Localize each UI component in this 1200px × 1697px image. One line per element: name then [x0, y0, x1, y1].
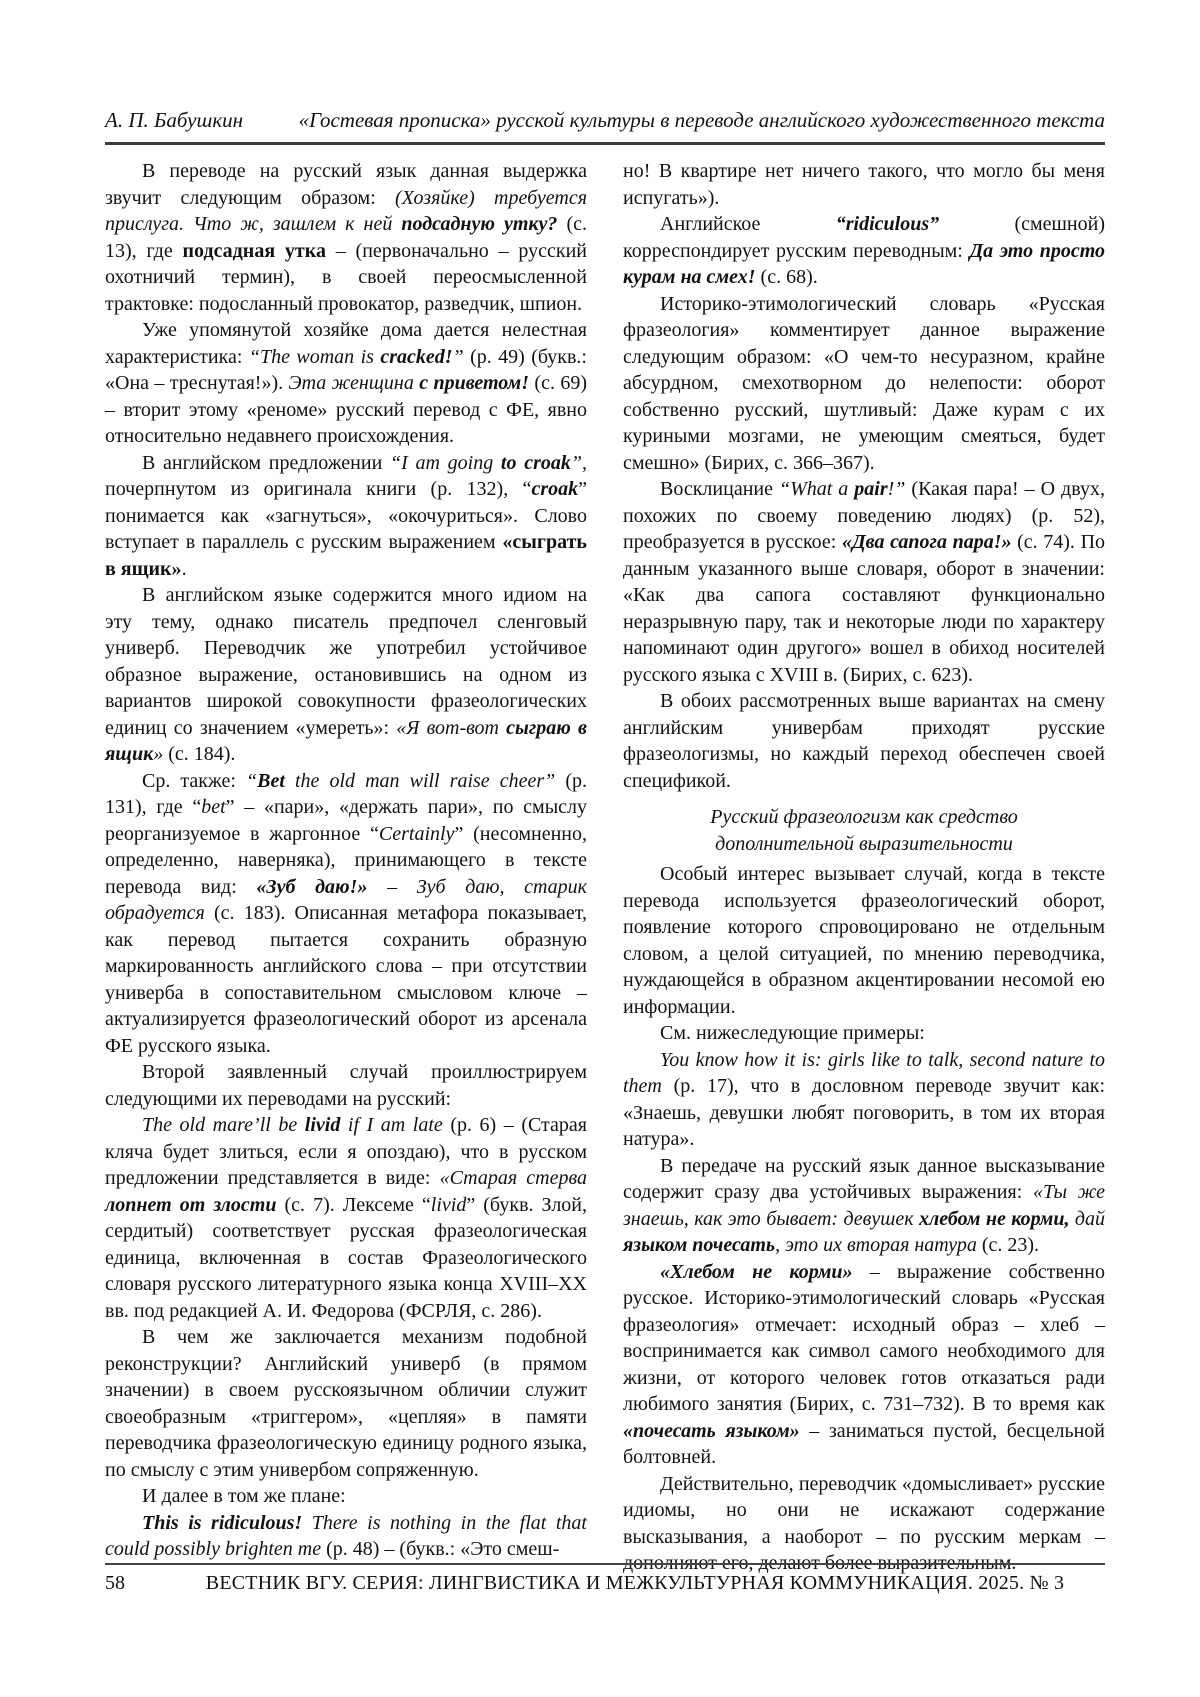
text-segment: – (первоначально – русский охотничий термин), в своей переосмысленной трактовке: подосланный провокатор, разведчик, шпион.	[105, 239, 587, 315]
paragraph	[623, 476, 1105, 688]
text-segment: В английском предложении	[142, 451, 390, 474]
paragraph	[623, 1153, 1105, 1259]
text-segment: ” понимается как «загнуться», «окочуриться». Слово вступает в параллель с русским выражением	[105, 478, 587, 554]
text-segment: Зуб даю, старик обрадуется	[105, 875, 588, 925]
text-segment: В обоих рассмотренных выше вариантах на смену английским универбам приходят русские фразеологизмы, но каждый переход обеспечен своей спецификой.	[623, 690, 1105, 792]
text-segment: В английском языке содержится много идиом на эту тему, однако писатель предпочел сленговый универб. Переводчик же употребил устойчивое образное выражение, остановившись на одном из вариантов широкой совокупности фразеологических единиц со значением «умереть»:	[105, 584, 587, 739]
text-segment: »	[153, 743, 164, 766]
paragraph	[623, 1259, 1105, 1471]
text-segment: Восклицание	[660, 478, 779, 501]
text-segment: с приветом!	[419, 372, 530, 395]
text-segment: но! В квартире нет ничего такого, что могло бы меня испугать»).	[623, 160, 1105, 209]
text-segment: if I am late	[340, 1114, 443, 1137]
text-segment: (p. 48) – (букв.: «Это смеш-	[321, 1538, 560, 1561]
text-segment: Английское	[660, 213, 836, 236]
text-segment: “I am going	[390, 451, 501, 474]
text-segment: The old mare’ll be	[142, 1114, 305, 1137]
text-segment: (p. 131), где “	[105, 769, 588, 819]
text-segment: Второй заявленный случай проиллюстрируем следующими их переводами на русский:	[105, 1061, 587, 1110]
text-segment: Ср. также:	[142, 769, 247, 792]
paragraph	[105, 1112, 587, 1324]
text-segment: (с. 68).	[755, 266, 818, 289]
text-segment: ”	[452, 345, 464, 368]
text-segment: «почесать языком»	[623, 1419, 800, 1442]
text-segment: livid	[430, 1193, 467, 1216]
text-segment: В передаче на русский язык данное высказывание содержит сразу два устойчивых выражения:	[623, 1154, 1105, 1204]
paragraph	[623, 861, 1105, 1020]
text-segment: подсадную утку?	[401, 213, 558, 236]
left-column	[105, 158, 588, 1561]
text-segment: –	[367, 875, 417, 898]
section-heading	[623, 804, 1105, 857]
paragraph	[623, 1020, 1105, 1047]
running-header-author: А. П. Бабушкин	[105, 108, 244, 132]
text-segment: (с. 74). По данным указанного выше словаря, оборот в значении: «Как два сапога составляют функционально неразрывную пару, так и некоторые люди по характеру напоминают один другого» вошел в обиход носителей русского языка с XVIII в. (Бирих, с. 623).	[623, 531, 1106, 686]
text-segment: «Два сапога пара!»	[841, 531, 1012, 554]
text-segment: лопнет от злости	[105, 1193, 277, 1216]
text-segment: (p. 17), что в дословном переводе звучит как: «Знаешь, девушки любят поговорить, в том их вторая натура».	[623, 1075, 1105, 1151]
text-segment: (с. 7). Лексеме “	[276, 1193, 431, 1216]
text-segment: (с. 69) – вторит этому «реноме» русский перевод с ФЕ, явно относительно недавнего происхождения.	[105, 372, 587, 448]
paragraph	[105, 1510, 587, 1563]
text-segment: «сыграть в ящик»	[105, 531, 587, 580]
text-segment: (с. 184).	[163, 743, 236, 766]
text-segment: !”	[887, 478, 906, 501]
text-segment: (Хозяйке) требуется прислуга. Что ж, зашлем к ней	[105, 186, 587, 236]
right-column	[623, 158, 1106, 1575]
text-segment: ”	[570, 451, 582, 474]
text-segment: Эта женщина	[288, 372, 420, 395]
paragraph	[105, 1483, 587, 1510]
text-segment: Bet	[257, 769, 285, 792]
text-segment: There is nothing in the flat that could possibly brighten me	[105, 1511, 587, 1561]
text-segment: ” – «пари», «держать пари», по смыслу реорганизуемое в жаргонное “	[105, 796, 587, 845]
text-segment: Историко-этимологический словарь «Русская фразеология» комментирует данное выражение следующим образом: «О чем-то несуразном, крайне абсурдном, смехотворном до нелепости: оборот собственно русский, шутливый: Даже курам с их куриными мозгами, не умеющим смеяться, будет смешно» (Бирих, с. 366–367).	[623, 292, 1105, 474]
text-segment: В чем же заключается механизм подобной реконструкции? Английский универб (в прямом значении) в своем русскоязычном обличии служит своеобразным «триггером», «цепляя» в памяти переводчика фразеологическую единицу родного языка, по смыслу с этим универбом сопряженную.	[105, 1326, 587, 1481]
paragraph	[105, 317, 587, 450]
paragraph	[105, 1324, 587, 1483]
text-segment: дополнительной выразительности	[715, 832, 1013, 855]
paragraph	[105, 582, 587, 768]
text-segment: «Хлебом не корми»	[660, 1260, 853, 1283]
text-segment: ” (несомненно, определенно, наверняка), принимающего в тексте перевода вид:	[105, 822, 587, 898]
text-segment: “The woman is	[248, 345, 381, 368]
text-segment: This is ridiculous!	[142, 1511, 303, 1534]
text-segment: «Старая стерва	[439, 1167, 587, 1190]
text-segment: cracked!	[380, 345, 453, 368]
text-segment: Действительно, переводчик «домысливает» русские идиомы, но они не искажают содержание высказывания, а наоборот – по русским меркам – дополняют его, делают более выразительным.	[623, 1472, 1105, 1575]
paragraph	[623, 291, 1105, 477]
text-segment: языком почесать	[623, 1234, 776, 1257]
text-segment: (p. 49) (букв.: «Она – треснутая!»).	[105, 345, 587, 395]
text-segment: В переводе на русский язык данная выдержка звучит следующим образом:	[105, 160, 587, 209]
text-segment: livid	[304, 1114, 341, 1137]
text-segment: «Ты же знаешь, как это бывает: девушек	[623, 1181, 1105, 1230]
paragraph	[623, 158, 1105, 211]
text-segment: И далее в том же плане:	[142, 1485, 346, 1508]
text-segment: , это их вторая натура	[775, 1234, 977, 1257]
text-segment: – выражение собственно русское. Историко-этимологический словарь «Русская фразеология» отмечает: исходный образ – хлеб – воспринимается как символ самого необходимого для жизни, от которого человек готов отказаться ради любимого занятия (Бирих, с. 731–732). В то время как	[623, 1260, 1105, 1416]
text-segment: сыграю в ящик	[105, 716, 587, 766]
text-segment: (смешной) корреспондирует русским переводным:	[623, 213, 1105, 262]
running-header-title: «Гостевая прописка» русской культуры в переводе английского художественного текста	[298, 108, 1105, 132]
text-segment: (с. 23).	[976, 1234, 1040, 1257]
page-footer	[105, 1563, 1105, 1595]
text-segment: дай	[1069, 1207, 1105, 1230]
text-segment: – заниматься пустой, бесцельной болтовней.	[623, 1419, 1105, 1469]
text-segment: croak	[531, 478, 579, 501]
text-segment: to croak	[500, 451, 571, 474]
header-rule	[105, 142, 1105, 145]
page-number: 58	[105, 1572, 125, 1594]
text-segment: “What a	[778, 478, 855, 501]
text-segment: bet	[201, 796, 226, 819]
paragraph	[623, 1471, 1105, 1577]
running-header	[105, 0, 1105, 133]
text-segment: (Какая пара! – О двух, похожих по своему поведению людях) (p. 52), преобразуется в русское:	[623, 478, 1105, 554]
text-segment: хлебом не корми,	[918, 1207, 1070, 1230]
text-segment: Особый интерес вызывает случай, когда в тексте перевода используется фразеологический оборот, появление которого спровоцировано не отдельным словом, а целой ситуацией, по мнению переводчика, нуждающейся в образном акцентировании несомой ею информации.	[623, 863, 1105, 1018]
article-body	[105, 158, 1106, 1575]
text-segment: “	[246, 769, 258, 792]
text-segment: , почерпнутом из оригинала книги (p. 132), “	[105, 451, 587, 501]
text-segment: the old man will raise cheer”	[284, 769, 556, 792]
text-segment: ” (букв. Злой, сердитый) соответствует русская фразеологическая единица, включенная в состав Фразеологического словаря русского литературного языка конца XVIII–XX вв. под редакцией А. И. Федорова (ФСРЛЯ, с. 286).	[105, 1193, 587, 1322]
text-segment: «Я вот-вот	[396, 716, 507, 739]
text-segment: “ridiculous”	[835, 213, 940, 236]
text-segment: «Зуб даю!»	[256, 875, 368, 898]
paragraph	[105, 768, 587, 1060]
paragraph	[105, 158, 587, 317]
paragraph	[623, 688, 1105, 794]
text-segment: подсадная утка	[182, 239, 326, 262]
paragraph	[623, 211, 1105, 291]
paragraph	[623, 1047, 1105, 1153]
text-segment: pair	[854, 478, 888, 501]
text-segment: (p. 6) – (Старая кляча будет злиться, если я опоздаю), что в русском предложении представляется в виде:	[105, 1114, 587, 1190]
text-segment: См. нижеследующие примеры:	[660, 1022, 925, 1045]
text-segment: Уже упомянутой хозяйке дома дается нелестная характеристика:	[105, 319, 587, 368]
paragraph	[105, 1059, 587, 1112]
text-segment: (с. 13), где	[105, 213, 587, 262]
text-segment: (с. 183). Описанная метафора показывает, как перевод пытается сохранить образную маркированность английского слова – при отсутствии универба в сопоставительном смысловом ключе – актуализируется фразеологический оборот из арсенала ФЕ русского языка.	[105, 902, 587, 1057]
text-segment: Да это просто курам на смех!	[623, 239, 1105, 289]
text-segment: Certainly	[378, 822, 455, 845]
paragraph	[105, 450, 587, 583]
text-segment: Русский фразеологизм как средство	[710, 806, 1018, 829]
journal-title: ВЕСТНИК ВГУ. СЕРИЯ: ЛИНГВИСТИКА И МЕЖКУЛЬТУРНАЯ КОММУНИКАЦИЯ. 2025. № 3	[205, 1572, 1065, 1594]
text-segment: You know how it is: girls like to talk, second nature to them	[623, 1048, 1105, 1098]
text-segment: .	[181, 557, 187, 580]
